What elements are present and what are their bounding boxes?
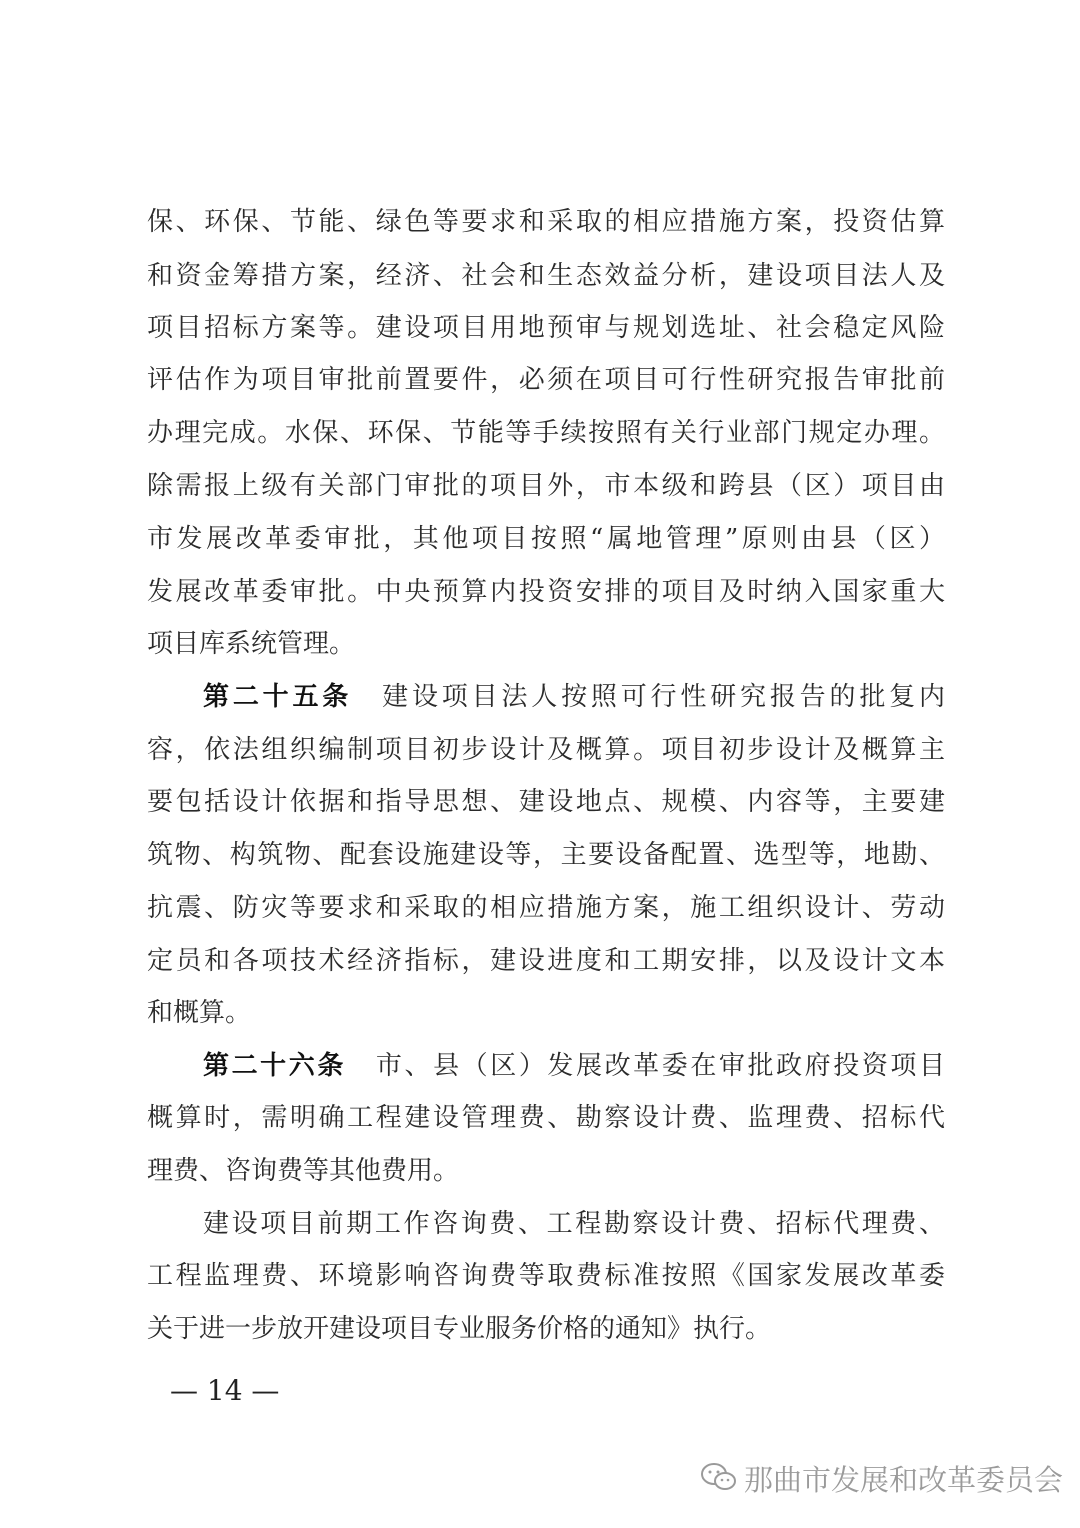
line-text: 关于进一步放开建设项目专业服务价格的通知》执行。 — [147, 1314, 772, 1344]
line-text: 项目库系统管理。 — [147, 629, 356, 659]
line-text: 办理完成。水保、环保、节能等手续按照有关行业部门规定办理。 — [147, 418, 945, 448]
line-text: 项目招标方案等。建设项目用地预审与规划选址、社会稳定风险 — [147, 313, 945, 343]
line-text: 抗震、防灾等要求和采取的相应措施方案，施工组织设计、劳动 — [147, 893, 945, 923]
watermark — [700, 1458, 1063, 1498]
article-label: 第二十六条 — [203, 1051, 346, 1081]
line-text: 工程监理费、环境影响咨询费等取费标准按照《国家发展改革委 — [147, 1261, 945, 1291]
line-text: 保、环保、节能、绿色等要求和采取的相应措施方案，投资估算 — [147, 207, 945, 237]
line-text: 和概算。 — [147, 998, 252, 1028]
wechat-icon — [700, 1462, 738, 1494]
line-text: 市、县（区）发展改革委在审批政府投资项目 — [375, 1051, 945, 1081]
text-line — [147, 1154, 945, 1188]
line-text: 筑物、构筑物、配套设施建设等，主要设备配置、选型等，地勘、 — [147, 840, 945, 870]
text-line — [147, 891, 945, 925]
text-line — [147, 575, 945, 609]
text-line — [203, 680, 945, 714]
text-line — [147, 311, 945, 345]
line-text: 定员和各项技术经济指标，建设进度和工期安排，以及设计文本 — [147, 946, 945, 976]
text-line — [147, 522, 945, 556]
text-line — [147, 1259, 945, 1293]
text-line — [147, 1312, 945, 1346]
line-text: 理费、咨询费等其他费用。 — [147, 1156, 460, 1186]
text-line — [147, 416, 945, 450]
watermark-text: 那曲市发展和改革委员会 — [744, 1462, 1064, 1497]
line-text: 概算时，需明确工程建设管理费、勘察设计费、监理费、招标代 — [147, 1103, 945, 1133]
line-text: 容，依法组织编制项目初步设计及概算。项目初步设计及概算主 — [147, 735, 945, 765]
text-line — [147, 785, 945, 819]
article-label: 第二十五条 — [203, 682, 353, 712]
text-line — [147, 627, 945, 661]
text-line — [203, 1049, 945, 1083]
text-line — [147, 205, 945, 239]
text-line — [147, 838, 945, 872]
text-line — [147, 259, 945, 293]
line-text: 建设项目前期工作咨询费、工程勘察设计费、招标代理费、 — [203, 1209, 945, 1239]
line-text: 建设项目法人按照可行性研究报告的批复内 — [382, 682, 945, 712]
line-text: 发展改革委审批。中央预算内投资安排的项目及时纳入国家重大 — [147, 577, 945, 607]
text-line — [147, 944, 945, 978]
line-text: 和资金筹措方案，经济、社会和生态效益分析，建设项目法人及 — [147, 261, 945, 291]
line-text: 除需报上级有关部门审批的项目外，市本级和跨县（区）项目由 — [147, 471, 945, 501]
line-text: 评估作为项目审批前置要件，必须在项目可行性研究报告审批前 — [147, 365, 945, 395]
page-number: — 14 — — [170, 1374, 280, 1407]
line-text: 市发展改革委审批，其他项目按照“属地管理”原则由县（区） — [147, 524, 945, 554]
line-text: 要包括设计依据和指导思想、建设地点、规模、内容等，主要建 — [147, 787, 945, 817]
text-line — [147, 996, 945, 1030]
text-line — [147, 363, 945, 397]
text-line — [147, 1101, 945, 1135]
text-line — [147, 733, 945, 767]
text-line — [147, 469, 945, 503]
text-line — [203, 1207, 945, 1241]
